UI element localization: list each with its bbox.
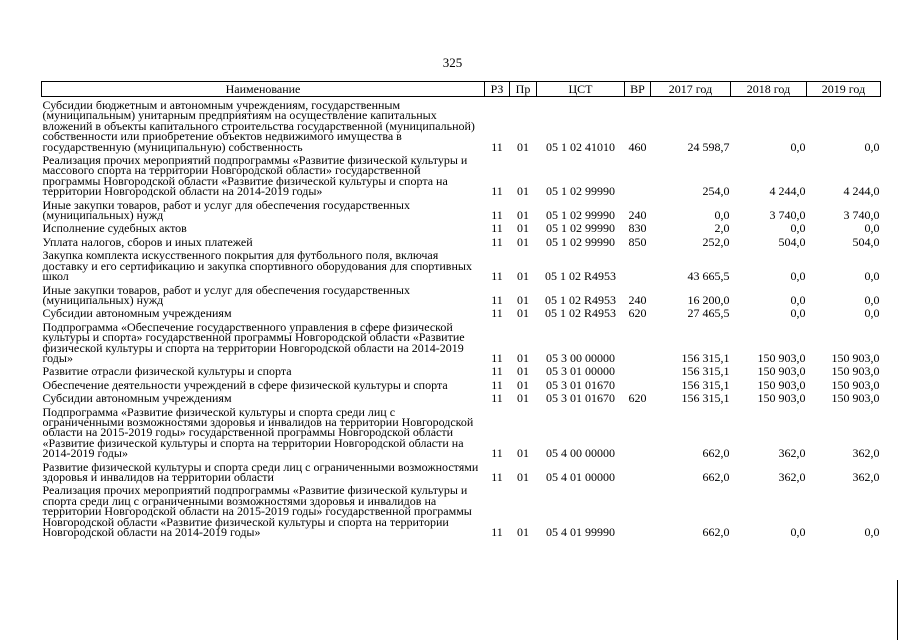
cell-cst: 05 4 00 00000 (546, 446, 615, 461)
cell-y2019: 0,0 (864, 292, 880, 307)
cell-pr: 01 (517, 377, 529, 392)
cell-rz: 11 (491, 184, 503, 199)
cell-pr: 01 (517, 470, 529, 484)
cell-name: Иные закупки товаров, работ и услуг для обеспечения государственных (муниципальных) нужд (42, 197, 410, 223)
cell-vr: 240 (628, 208, 647, 223)
cell-pr: 01 (517, 525, 529, 540)
cell-y2018: 362,0 (778, 446, 806, 461)
header-2019: 2019 год (807, 82, 881, 97)
cell-cst: 05 4 01 00000 (546, 470, 615, 484)
cell-y2019: 150 903,0 (831, 391, 880, 406)
header-row (42, 82, 881, 97)
cell-name: Подпрограмма «Обеспечение государственного управления в сфере физической культуры и спорта» государственной программы Новгородской области «Развитие физической культуры и спорта на территории Новгородской области на 2014-2019 годы» (42, 319, 465, 365)
cell-vr (625, 482, 651, 537)
cell-y2018: 150 903,0 (757, 391, 806, 406)
cell-vr (625, 459, 651, 483)
cell-rz: 11 (491, 364, 503, 379)
header-2017: 2017 год (651, 82, 731, 97)
cell-y2018: 0,0 (790, 292, 806, 307)
cell-name: Развитие физической культуры и спорта среди лиц с ограниченными возможностями здоровья и инвалидов на территории области (42, 459, 479, 484)
cell-rz: 11 (491, 391, 503, 406)
cell-cst: 05 3 01 00000 (546, 364, 615, 379)
cell-y2017: 24 598,7 (687, 139, 730, 154)
cell-rz: 11 (491, 306, 503, 321)
cell-vr (625, 319, 651, 364)
cell-pr: 01 (517, 184, 529, 199)
cell-name: Развитие отрасли физической культуры и спорта (42, 364, 292, 379)
cell-vr: 620 (628, 391, 647, 406)
header-name: Наименование (42, 82, 485, 97)
cell-cst: 05 1 02 41010 (546, 139, 615, 154)
cell-y2018: 150 903,0 (757, 377, 806, 392)
cell-cst: 05 1 02 99990 (546, 234, 615, 249)
cell-y2019: 0,0 (864, 139, 880, 154)
cell-pr: 01 (517, 306, 529, 321)
cell-rz: 11 (491, 525, 503, 540)
cell-y2018: 4 244,0 (769, 184, 806, 199)
cell-pr: 01 (517, 292, 529, 307)
cell-name: Реализация прочих мероприятий подпрограммы «Развитие физической культуры и спорта среди лиц с ограниченными возможностями здоровья и инвалидов на территории Новгородской области на 2015-2019 годы» государственной программы Новгородской области «Развитие физической культуры и спорта на территории Новгородской области на 2014-2019 годы» (42, 483, 472, 540)
cell-name: Исполнение судебных актов (42, 221, 187, 236)
cell-rz: 11 (491, 446, 503, 461)
table-row (42, 377, 881, 390)
cell-y2018: 0,0 (790, 139, 806, 154)
cell-name: Закупка комплекта искусственного покрытия для футбольного поля, включая доставку и его сертификацию и закупка спортивного оборудования для спортивных школ (42, 248, 472, 284)
cell-pr: 01 (517, 364, 529, 379)
cell-name: Иные закупки товаров, работ и услуг для обеспечения государственных (муниципальных) нужд (42, 282, 410, 307)
cell-name: Субсидии бюджетным и автономным учреждениям, государственным (муниципальным) унитарным предприятиям на осуществление капитальных вложений в объекты капитального строительства государственной (муниципальной) собственности или приобретение объектов недвижимого имущества в государственную (муниципальную) собственность (42, 98, 475, 154)
table-row (42, 97, 881, 153)
cell-y2019: 150 903,0 (831, 377, 880, 392)
table-body (42, 97, 881, 538)
cell-cst: 05 4 01 99990 (546, 525, 615, 540)
cell-vr (625, 152, 651, 197)
cell-y2019: 0,0 (864, 306, 880, 321)
cell-pr: 01 (517, 269, 529, 284)
cell-pr: 01 (517, 446, 529, 461)
table-row (42, 282, 881, 306)
cell-vr: 240 (628, 292, 647, 307)
table-row (42, 363, 881, 376)
header-pr: Пр (510, 82, 537, 97)
cell-rz: 11 (491, 470, 503, 484)
cell-y2019: 504,0 (852, 234, 880, 249)
cell-y2019: 3 740,0 (843, 208, 880, 223)
cell-name: Субсидии автономным учреждениям (42, 391, 232, 406)
cell-pr: 01 (517, 139, 529, 154)
cell-rz: 11 (491, 377, 503, 392)
cell-y2018: 0,0 (790, 269, 806, 284)
cell-vr: 830 (628, 221, 647, 236)
header-vr: ВР (625, 82, 651, 97)
cell-name: Подпрограмма «Развитие физической культуры и спорта среди лиц с ограниченными возможностями здоровья и инвалидов на территории Новгородской области на 2015-2019 годы» государственной программы Новгородской области «Развитие физической культуры и спорта на территории Новгородской области на 2014-2019 годы» (42, 404, 474, 461)
table-row (42, 459, 881, 483)
cell-cst: 05 1 02 R4953 (544, 269, 616, 284)
cell-y2017: 156 315,1 (681, 350, 730, 365)
cell-rz: 11 (491, 292, 503, 307)
cell-name: Субсидии автономным учреждениям (42, 306, 232, 321)
cell-y2019: 0,0 (864, 269, 880, 284)
page-number: 325 (442, 55, 463, 70)
cell-y2018: 362,0 (778, 470, 806, 484)
cell-y2017: 252,0 (702, 234, 730, 249)
cell-y2018: 3 740,0 (769, 208, 806, 223)
cell-y2018: 504,0 (778, 234, 806, 249)
header-rz: РЗ (485, 82, 510, 97)
cell-y2017: 43 665,5 (687, 269, 730, 284)
cell-y2018: 150 903,0 (757, 364, 806, 379)
cell-vr (625, 377, 651, 390)
cell-y2018: 150 903,0 (757, 350, 806, 365)
cell-cst: 05 1 02 R4953 (544, 306, 616, 321)
cell-pr: 01 (517, 208, 529, 223)
cell-y2017: 662,0 (702, 470, 730, 484)
table-row (42, 404, 881, 459)
cell-y2018: 0,0 (790, 306, 806, 321)
header-2018: 2018 год (731, 82, 807, 97)
cell-cst: 05 1 02 99990 (546, 221, 615, 236)
table-row (42, 482, 881, 537)
cell-rz: 11 (491, 139, 503, 154)
cell-pr: 01 (517, 391, 529, 406)
cell-y2018: 0,0 (790, 525, 806, 540)
cell-y2017: 156 315,1 (681, 364, 730, 379)
cell-cst: 05 3 01 01670 (546, 377, 615, 392)
header-cst: ЦСТ (537, 82, 625, 97)
cell-vr (625, 247, 651, 281)
cell-vr: 850 (628, 234, 647, 249)
cell-pr: 01 (517, 234, 529, 249)
cell-y2019: 150 903,0 (831, 364, 880, 379)
cell-y2019: 150 903,0 (831, 350, 880, 365)
cell-cst: 05 3 01 01670 (546, 391, 615, 406)
cell-vr: 460 (628, 139, 647, 154)
cell-y2019: 362,0 (852, 446, 880, 461)
table-row (42, 234, 881, 247)
table-row (42, 305, 881, 318)
cell-cst: 05 1 02 99990 (546, 184, 615, 199)
cell-name: Уплата налогов, сборов и иных платежей (42, 234, 253, 249)
cell-pr: 01 (517, 350, 529, 365)
cell-rz: 11 (491, 221, 503, 236)
cell-cst: 05 3 00 00000 (546, 350, 615, 365)
cell-name: Реализация прочих мероприятий подпрограммы «Развитие физической культуры и массового спорта на территории Новгородской области» государственной программы Новгородской области «Развитие физической культуры и спорта на территории Новгородской области на 2014-2019 годы» (42, 153, 468, 199)
table-row (42, 220, 881, 233)
cell-pr: 01 (517, 221, 529, 236)
cell-y2017: 156 315,1 (681, 377, 730, 392)
cell-y2017: 2,0 (714, 221, 730, 236)
cell-rz: 11 (491, 269, 503, 284)
cell-cst: 05 1 02 99990 (546, 208, 615, 223)
cell-y2019: 4 244,0 (843, 184, 880, 199)
table-row (42, 390, 881, 403)
cell-y2017: 16 200,0 (687, 292, 730, 307)
cell-y2017: 662,0 (702, 525, 730, 540)
cell-y2019: 0,0 (864, 525, 880, 540)
budget-table (41, 81, 881, 540)
cell-y2017: 662,0 (702, 446, 730, 461)
cell-y2019: 0,0 (864, 221, 880, 236)
cell-rz: 11 (491, 234, 503, 249)
cell-y2017: 254,0 (702, 184, 730, 199)
table-row (42, 319, 881, 364)
cell-name: Обеспечение деятельности учреждений в сфере физической культуры и спорта (42, 377, 448, 392)
table-row (42, 247, 881, 281)
cell-vr (625, 404, 651, 459)
right-border-line (897, 580, 898, 640)
cell-rz: 11 (491, 208, 503, 223)
table-row (42, 197, 881, 221)
cell-y2017: 0,0 (714, 208, 730, 223)
table-row (42, 152, 881, 197)
cell-y2017: 156 315,1 (681, 391, 730, 406)
cell-y2018: 0,0 (790, 221, 806, 236)
cell-vr (625, 363, 651, 376)
cell-vr: 620 (628, 306, 647, 321)
cell-y2017: 27 465,5 (687, 306, 730, 321)
cell-rz: 11 (491, 350, 503, 365)
cell-cst: 05 1 02 R4953 (544, 292, 616, 307)
cell-y2019: 362,0 (852, 470, 880, 484)
